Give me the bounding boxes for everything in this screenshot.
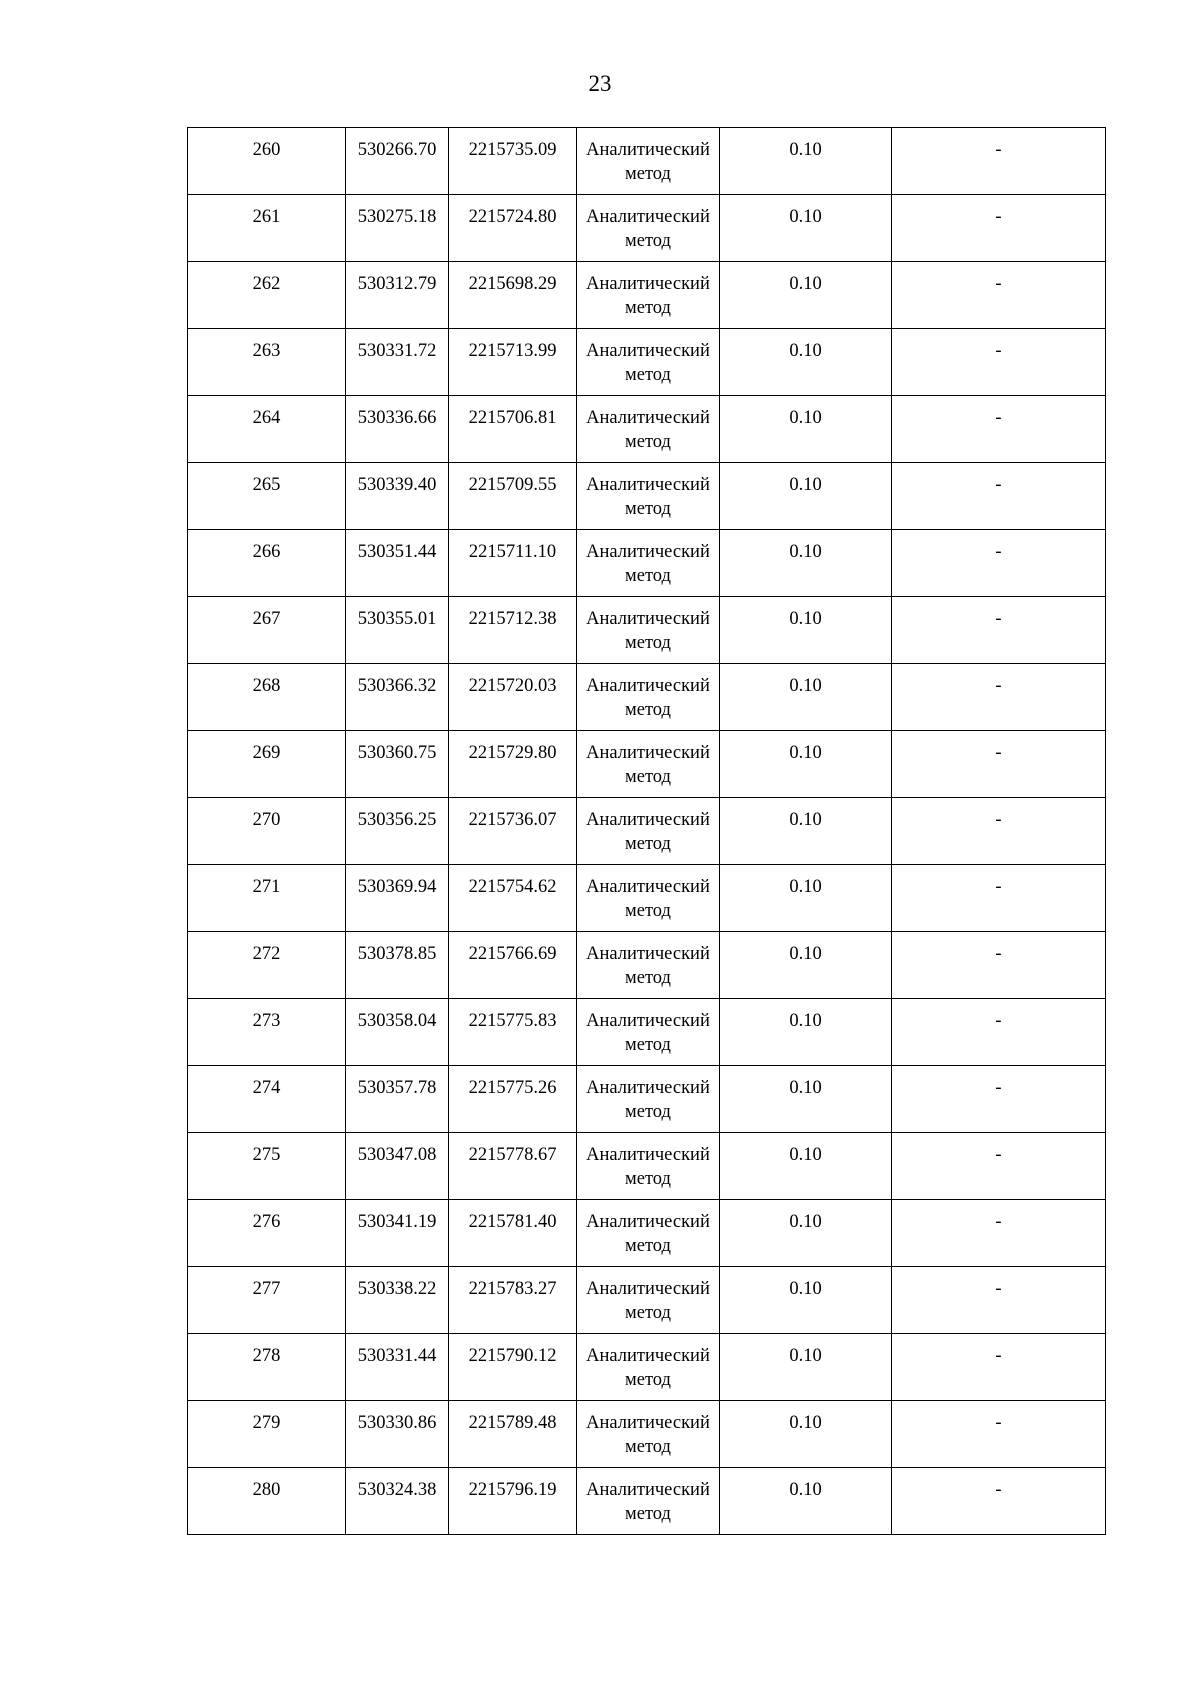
y-coordinate-cell: 2215735.09 xyxy=(449,128,577,195)
method-cell xyxy=(577,1066,720,1133)
precision-cell: 0.10 xyxy=(720,1401,892,1468)
method-label-line1: Аналитический xyxy=(586,743,710,763)
precision-cell: 0.10 xyxy=(720,1468,892,1535)
point-number-cell: 279 xyxy=(188,1401,346,1468)
point-number-cell: 278 xyxy=(188,1334,346,1401)
table-row xyxy=(188,1468,1106,1535)
table-row xyxy=(188,731,1106,798)
description-cell: - xyxy=(892,1066,1106,1133)
precision-cell: 0.10 xyxy=(720,1334,892,1401)
x-coordinate-cell: 530339.40 xyxy=(346,463,449,530)
precision-cell: 0.10 xyxy=(720,1066,892,1133)
y-coordinate-cell: 2215775.26 xyxy=(449,1066,577,1133)
precision-cell: 0.10 xyxy=(720,329,892,396)
method-label-line2: метод xyxy=(625,767,671,787)
method-cell xyxy=(577,1401,720,1468)
y-coordinate-cell: 2215720.03 xyxy=(449,664,577,731)
point-number-cell: 266 xyxy=(188,530,346,597)
table-row xyxy=(188,195,1106,262)
description-cell: - xyxy=(892,731,1106,798)
method-cell xyxy=(577,1468,720,1535)
precision-cell: 0.10 xyxy=(720,731,892,798)
description-cell: - xyxy=(892,1401,1106,1468)
method-cell xyxy=(577,731,720,798)
method-label-line2: метод xyxy=(625,164,671,184)
method-label-line1: Аналитический xyxy=(586,341,710,361)
precision-cell: 0.10 xyxy=(720,597,892,664)
y-coordinate-cell: 2215736.07 xyxy=(449,798,577,865)
point-number-cell: 265 xyxy=(188,463,346,530)
table-row xyxy=(188,798,1106,865)
method-label-line1: Аналитический xyxy=(586,1413,710,1433)
method-cell xyxy=(577,597,720,664)
description-cell: - xyxy=(892,1468,1106,1535)
method-cell xyxy=(577,128,720,195)
method-label-line2: метод xyxy=(625,901,671,921)
description-cell: - xyxy=(892,128,1106,195)
precision-cell: 0.10 xyxy=(720,1200,892,1267)
coordinates-table xyxy=(187,127,1106,1535)
y-coordinate-cell: 2215698.29 xyxy=(449,262,577,329)
x-coordinate-cell: 530357.78 xyxy=(346,1066,449,1133)
precision-cell: 0.10 xyxy=(720,262,892,329)
method-label-line1: Аналитический xyxy=(586,207,710,227)
method-label-line1: Аналитический xyxy=(586,676,710,696)
x-coordinate-cell: 530266.70 xyxy=(346,128,449,195)
method-label-line2: метод xyxy=(625,499,671,519)
x-coordinate-cell: 530356.25 xyxy=(346,798,449,865)
x-coordinate-cell: 530336.66 xyxy=(346,396,449,463)
table-row xyxy=(188,1401,1106,1468)
method-cell xyxy=(577,530,720,597)
method-label-line1: Аналитический xyxy=(586,274,710,294)
method-label-line2: метод xyxy=(625,834,671,854)
point-number-cell: 261 xyxy=(188,195,346,262)
method-label-line1: Аналитический xyxy=(586,408,710,428)
y-coordinate-cell: 2215796.19 xyxy=(449,1468,577,1535)
x-coordinate-cell: 530331.44 xyxy=(346,1334,449,1401)
table-row xyxy=(188,1133,1106,1200)
description-cell: - xyxy=(892,463,1106,530)
description-cell: - xyxy=(892,1133,1106,1200)
precision-cell: 0.10 xyxy=(720,798,892,865)
method-label-line1: Аналитический xyxy=(586,1212,710,1232)
point-number-cell: 271 xyxy=(188,865,346,932)
method-label-line1: Аналитический xyxy=(586,877,710,897)
point-number-cell: 262 xyxy=(188,262,346,329)
method-label-line2: метод xyxy=(625,1102,671,1122)
x-coordinate-cell: 530275.18 xyxy=(346,195,449,262)
method-label-line1: Аналитический xyxy=(586,1480,710,1500)
method-cell xyxy=(577,195,720,262)
method-label-line2: метод xyxy=(625,633,671,653)
method-label-line2: метод xyxy=(625,1303,671,1323)
description-cell: - xyxy=(892,329,1106,396)
x-coordinate-cell: 530312.79 xyxy=(346,262,449,329)
y-coordinate-cell: 2215709.55 xyxy=(449,463,577,530)
method-label-line1: Аналитический xyxy=(586,542,710,562)
table-row xyxy=(188,530,1106,597)
precision-cell: 0.10 xyxy=(720,195,892,262)
description-cell: - xyxy=(892,798,1106,865)
precision-cell: 0.10 xyxy=(720,999,892,1066)
y-coordinate-cell: 2215775.83 xyxy=(449,999,577,1066)
y-coordinate-cell: 2215783.27 xyxy=(449,1267,577,1334)
point-number-cell: 268 xyxy=(188,664,346,731)
description-cell: - xyxy=(892,1267,1106,1334)
method-label-line2: метод xyxy=(625,1035,671,1055)
y-coordinate-cell: 2215766.69 xyxy=(449,932,577,999)
x-coordinate-cell: 530331.72 xyxy=(346,329,449,396)
method-cell xyxy=(577,329,720,396)
method-cell xyxy=(577,932,720,999)
description-cell: - xyxy=(892,597,1106,664)
method-cell xyxy=(577,664,720,731)
method-label-line2: метод xyxy=(625,1437,671,1457)
table-body xyxy=(188,128,1106,1535)
table-row xyxy=(188,1066,1106,1133)
method-cell xyxy=(577,1267,720,1334)
y-coordinate-cell: 2215789.48 xyxy=(449,1401,577,1468)
method-label-line2: метод xyxy=(625,1504,671,1524)
method-label-line2: метод xyxy=(625,365,671,385)
description-cell: - xyxy=(892,262,1106,329)
method-cell xyxy=(577,798,720,865)
method-cell xyxy=(577,1334,720,1401)
method-cell xyxy=(577,999,720,1066)
x-coordinate-cell: 530330.86 xyxy=(346,1401,449,1468)
x-coordinate-cell: 530360.75 xyxy=(346,731,449,798)
method-label-line1: Аналитический xyxy=(586,810,710,830)
point-number-cell: 270 xyxy=(188,798,346,865)
table-row xyxy=(188,128,1106,195)
method-label-line2: метод xyxy=(625,298,671,318)
point-number-cell: 273 xyxy=(188,999,346,1066)
method-cell xyxy=(577,463,720,530)
method-label-line2: метод xyxy=(625,432,671,452)
precision-cell: 0.10 xyxy=(720,396,892,463)
description-cell: - xyxy=(892,396,1106,463)
method-cell xyxy=(577,1200,720,1267)
description-cell: - xyxy=(892,530,1106,597)
point-number-cell: 267 xyxy=(188,597,346,664)
point-number-cell: 264 xyxy=(188,396,346,463)
precision-cell: 0.10 xyxy=(720,1133,892,1200)
y-coordinate-cell: 2215781.40 xyxy=(449,1200,577,1267)
table-row xyxy=(188,1267,1106,1334)
description-cell: - xyxy=(892,1200,1106,1267)
x-coordinate-cell: 530355.01 xyxy=(346,597,449,664)
x-coordinate-cell: 530378.85 xyxy=(346,932,449,999)
method-cell xyxy=(577,396,720,463)
description-cell: - xyxy=(892,1334,1106,1401)
x-coordinate-cell: 530324.38 xyxy=(346,1468,449,1535)
method-label-line1: Аналитический xyxy=(586,1145,710,1165)
method-label-line1: Аналитический xyxy=(586,475,710,495)
method-label-line2: метод xyxy=(625,566,671,586)
method-label-line1: Аналитический xyxy=(586,1279,710,1299)
table-row xyxy=(188,597,1106,664)
y-coordinate-cell: 2215724.80 xyxy=(449,195,577,262)
table-row xyxy=(188,999,1106,1066)
table-row xyxy=(188,329,1106,396)
description-cell: - xyxy=(892,664,1106,731)
y-coordinate-cell: 2215706.81 xyxy=(449,396,577,463)
y-coordinate-cell: 2215712.38 xyxy=(449,597,577,664)
method-label-line2: метод xyxy=(625,1169,671,1189)
precision-cell: 0.10 xyxy=(720,1267,892,1334)
point-number-cell: 263 xyxy=(188,329,346,396)
precision-cell: 0.10 xyxy=(720,128,892,195)
method-label-line2: метод xyxy=(625,231,671,251)
x-coordinate-cell: 530369.94 xyxy=(346,865,449,932)
point-number-cell: 272 xyxy=(188,932,346,999)
method-label-line1: Аналитический xyxy=(586,609,710,629)
table-row xyxy=(188,463,1106,530)
y-coordinate-cell: 2215790.12 xyxy=(449,1334,577,1401)
page-number: 23 xyxy=(588,71,612,96)
point-number-cell: 275 xyxy=(188,1133,346,1200)
y-coordinate-cell: 2215754.62 xyxy=(449,865,577,932)
x-coordinate-cell: 530347.08 xyxy=(346,1133,449,1200)
y-coordinate-cell: 2215729.80 xyxy=(449,731,577,798)
x-coordinate-cell: 530358.04 xyxy=(346,999,449,1066)
table-row xyxy=(188,865,1106,932)
table-row xyxy=(188,664,1106,731)
table-row xyxy=(188,396,1106,463)
table-row xyxy=(188,1334,1106,1401)
method-label-line1: Аналитический xyxy=(586,140,710,160)
description-cell: - xyxy=(892,999,1106,1066)
table-row xyxy=(188,1200,1106,1267)
table-row xyxy=(188,932,1106,999)
method-cell xyxy=(577,262,720,329)
method-label-line2: метод xyxy=(625,1236,671,1256)
precision-cell: 0.10 xyxy=(720,463,892,530)
point-number-cell: 276 xyxy=(188,1200,346,1267)
point-number-cell: 274 xyxy=(188,1066,346,1133)
method-cell xyxy=(577,865,720,932)
method-label-line2: метод xyxy=(625,968,671,988)
method-label-line2: метод xyxy=(625,1370,671,1390)
method-label-line1: Аналитический xyxy=(586,1011,710,1031)
point-number-cell: 260 xyxy=(188,128,346,195)
point-number-cell: 269 xyxy=(188,731,346,798)
point-number-cell: 280 xyxy=(188,1468,346,1535)
y-coordinate-cell: 2215778.67 xyxy=(449,1133,577,1200)
precision-cell: 0.10 xyxy=(720,932,892,999)
method-label-line1: Аналитический xyxy=(586,1078,710,1098)
method-cell xyxy=(577,1133,720,1200)
description-cell: - xyxy=(892,865,1106,932)
precision-cell: 0.10 xyxy=(720,530,892,597)
x-coordinate-cell: 530338.22 xyxy=(346,1267,449,1334)
precision-cell: 0.10 xyxy=(720,865,892,932)
x-coordinate-cell: 530351.44 xyxy=(346,530,449,597)
y-coordinate-cell: 2215711.10 xyxy=(449,530,577,597)
precision-cell: 0.10 xyxy=(720,664,892,731)
description-cell: - xyxy=(892,195,1106,262)
y-coordinate-cell: 2215713.99 xyxy=(449,329,577,396)
method-label-line2: метод xyxy=(625,700,671,720)
method-label-line1: Аналитический xyxy=(586,944,710,964)
point-number-cell: 277 xyxy=(188,1267,346,1334)
x-coordinate-cell: 530341.19 xyxy=(346,1200,449,1267)
table-row xyxy=(188,262,1106,329)
method-label-line1: Аналитический xyxy=(586,1346,710,1366)
x-coordinate-cell: 530366.32 xyxy=(346,664,449,731)
description-cell: - xyxy=(892,932,1106,999)
